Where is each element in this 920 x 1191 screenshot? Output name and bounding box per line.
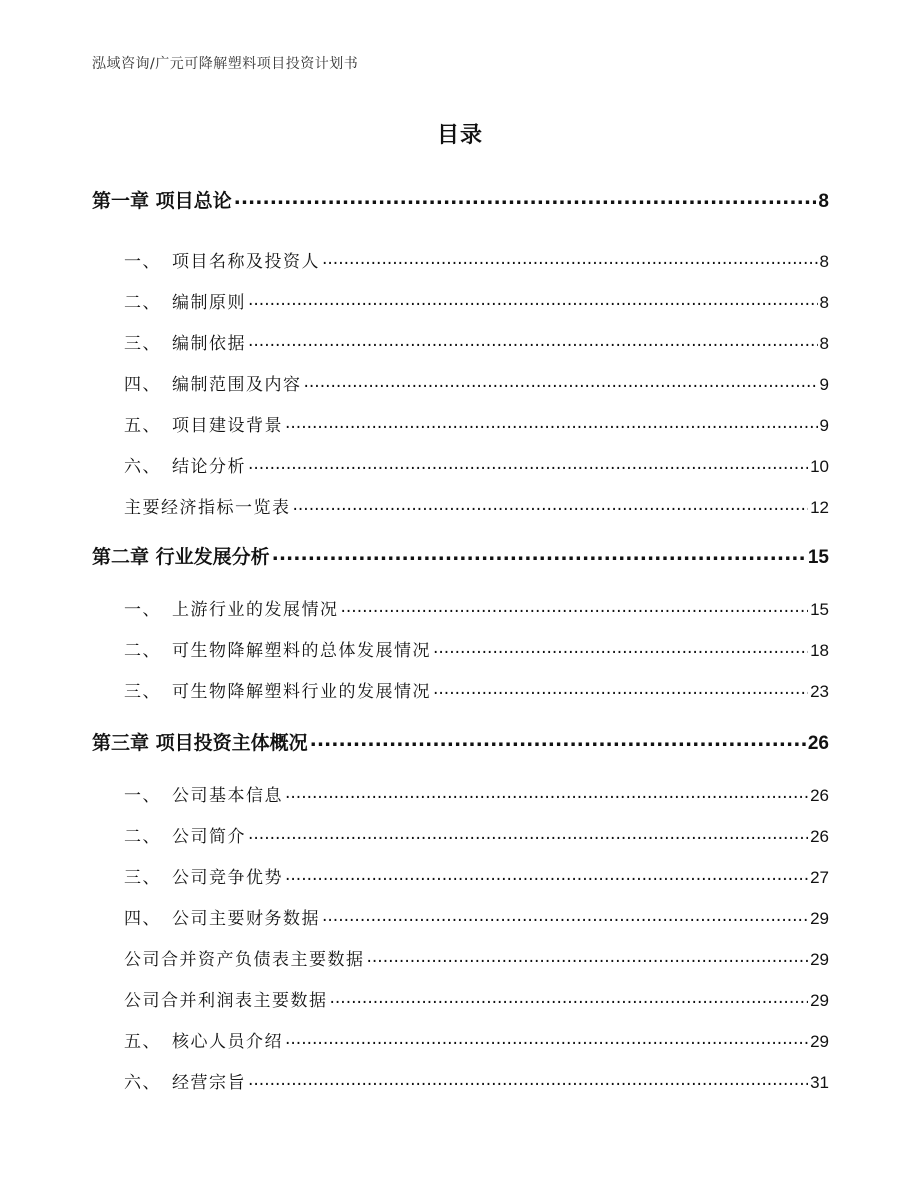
toc-entry-label: [124, 1068, 246, 1093]
toc-entry-text: 结论分析: [172, 457, 246, 477]
toc-entry-page: 29: [810, 1032, 829, 1051]
toc-entry-text: 编制依据: [172, 334, 246, 354]
toc-entry-page: 8: [819, 252, 829, 271]
toc-entry-number: 三、: [124, 334, 161, 354]
toc-entry-text: 编制原则: [172, 293, 246, 313]
toc-entry-label: 第三章 项目投资主体概况: [92, 732, 308, 754]
toc-entry-label: [124, 370, 302, 395]
toc-entry-number: 五、: [124, 416, 161, 436]
toc-entry-page: 15: [807, 547, 829, 568]
toc-entry-text: 项目建设背景: [172, 416, 283, 436]
toc-entry-page: 29: [810, 991, 829, 1010]
toc-entry-page: 8: [818, 191, 829, 212]
toc-leader-dots: [248, 332, 818, 349]
toc-entry-page: 26: [807, 733, 829, 754]
toc-entry[interactable]: [124, 781, 829, 806]
toc-entry[interactable]: [124, 945, 829, 970]
toc-entry-label: [124, 452, 246, 477]
toc-entry-number: 六、: [124, 1073, 161, 1093]
toc-leader-dots: [293, 496, 809, 513]
toc-entry-number: 六、: [124, 457, 161, 477]
toc-entry-page: 9: [819, 416, 829, 435]
toc-entry[interactable]: [124, 247, 829, 272]
toc-entry-label: [124, 411, 283, 436]
toc-entry-text: 编制范围及内容: [172, 375, 302, 395]
toc-entry-text: 可生物降解塑料的总体发展情况: [172, 641, 431, 661]
toc-entry[interactable]: [124, 493, 829, 518]
toc-entry-page: 8: [819, 334, 829, 353]
toc-entry-page: 8: [819, 293, 829, 312]
toc-entry-label: [124, 677, 431, 702]
toc-entry-text: 公司竞争优势: [172, 868, 283, 888]
toc-entry-label: 第一章 项目总论: [92, 190, 232, 212]
toc-entry-text: 公司简介: [172, 827, 246, 847]
toc-entry[interactable]: [92, 542, 829, 569]
toc-leader-dots: [367, 948, 809, 965]
toc-leader-dots: [304, 373, 818, 390]
toc-entry-label: 公司合并资产负债表主要数据: [124, 950, 365, 970]
toc-entry-label: [124, 247, 320, 272]
toc-entry[interactable]: [124, 452, 829, 477]
toc-entry-page: 18: [810, 641, 829, 660]
toc-leader-dots: [285, 1030, 808, 1047]
toc-entry-page: 29: [810, 950, 829, 969]
toc-entry-label: [124, 329, 246, 354]
page-title: 目录: [436, 123, 483, 148]
toc-leader-dots: [322, 250, 818, 267]
toc-entry-text: 上游行业的发展情况: [172, 600, 339, 620]
toc-entry-page: 10: [810, 457, 829, 476]
toc-entry[interactable]: [124, 677, 829, 702]
toc-entry-page: 12: [810, 498, 829, 517]
toc-entry-number: 三、: [124, 682, 161, 702]
toc-entry[interactable]: [124, 411, 829, 436]
toc-leader-dots: [248, 1071, 808, 1088]
toc-entry-page: 9: [819, 375, 829, 394]
toc-entry-page: 27: [810, 868, 829, 887]
toc-entry-number: 一、: [124, 252, 161, 272]
toc-leader-dots: [248, 825, 808, 842]
toc-entry[interactable]: [124, 986, 829, 1011]
toc-entry[interactable]: [124, 1068, 829, 1093]
toc-leader-dots: [341, 598, 809, 615]
toc-leader-dots: [433, 639, 808, 656]
toc-entry[interactable]: [124, 329, 829, 354]
toc-entry-text: 公司基本信息: [172, 786, 283, 806]
toc-entry-label: 公司合并利润表主要数据: [124, 991, 328, 1011]
running-header: 泓域咨询/广元可降解塑料项目投资计划书: [92, 56, 359, 72]
toc-leader-dots: [248, 455, 808, 472]
toc-entry-label: [124, 1027, 283, 1052]
toc-leader-dots: [310, 730, 806, 749]
toc-leader-dots: [322, 907, 808, 924]
toc-entry-number: 五、: [124, 1032, 161, 1052]
toc-entry[interactable]: [124, 595, 829, 620]
toc-entry[interactable]: [124, 636, 829, 661]
toc-entry-label: [124, 781, 283, 806]
toc-leader-dots: [248, 291, 818, 308]
toc-entry-page: 31: [810, 1073, 829, 1092]
toc-entry-text: 可生物降解塑料行业的发展情况: [172, 682, 431, 702]
toc-entry[interactable]: [124, 863, 829, 888]
toc-leader-dots: [330, 989, 809, 1006]
toc-entry-page: 23: [810, 682, 829, 701]
toc-entry-page: 26: [810, 786, 829, 805]
toc-entry[interactable]: [124, 1027, 829, 1052]
toc-entry[interactable]: [92, 186, 829, 213]
toc-entry-number: 二、: [124, 293, 161, 313]
toc-leader-dots: [285, 414, 818, 431]
toc-leader-dots: [234, 188, 817, 207]
toc-entry-number: 四、: [124, 909, 161, 929]
toc-entry-text: 公司主要财务数据: [172, 909, 320, 929]
toc-leader-dots: [285, 784, 808, 801]
toc-leader-dots: [433, 680, 808, 697]
toc-entry-number: 三、: [124, 868, 161, 888]
toc-entry[interactable]: [124, 288, 829, 313]
toc-entry-text: 项目名称及投资人: [172, 252, 320, 272]
toc-leader-dots: [285, 866, 808, 883]
toc-entry-label: [124, 904, 320, 929]
toc-entry-label: [124, 822, 246, 847]
toc-entry-page: 29: [810, 909, 829, 928]
toc-entry-number: 二、: [124, 641, 161, 661]
toc-entry-page: 15: [810, 600, 829, 619]
toc-entry-text: 经营宗旨: [172, 1073, 246, 1093]
toc-entry-number: 一、: [124, 600, 161, 620]
toc-entry-page: 26: [810, 827, 829, 846]
toc-entry-label: 第二章 行业发展分析: [92, 546, 270, 568]
toc-entry-label: [124, 288, 246, 313]
toc-entry[interactable]: [124, 822, 829, 847]
toc-entry[interactable]: [124, 904, 829, 929]
toc-entry[interactable]: [124, 370, 829, 395]
toc-entry[interactable]: [92, 728, 829, 755]
toc-leader-dots: [272, 544, 806, 563]
toc-entry-label: [124, 595, 339, 620]
toc-entry-label: [124, 636, 431, 661]
toc-entry-label: [124, 863, 283, 888]
toc-entry-number: 二、: [124, 827, 161, 847]
toc-entry-label: 主要经济指标一览表: [124, 498, 291, 518]
toc-entry-text: 核心人员介绍: [172, 1032, 283, 1052]
toc-entry-number: 四、: [124, 375, 161, 395]
toc-entry-number: 一、: [124, 786, 161, 806]
